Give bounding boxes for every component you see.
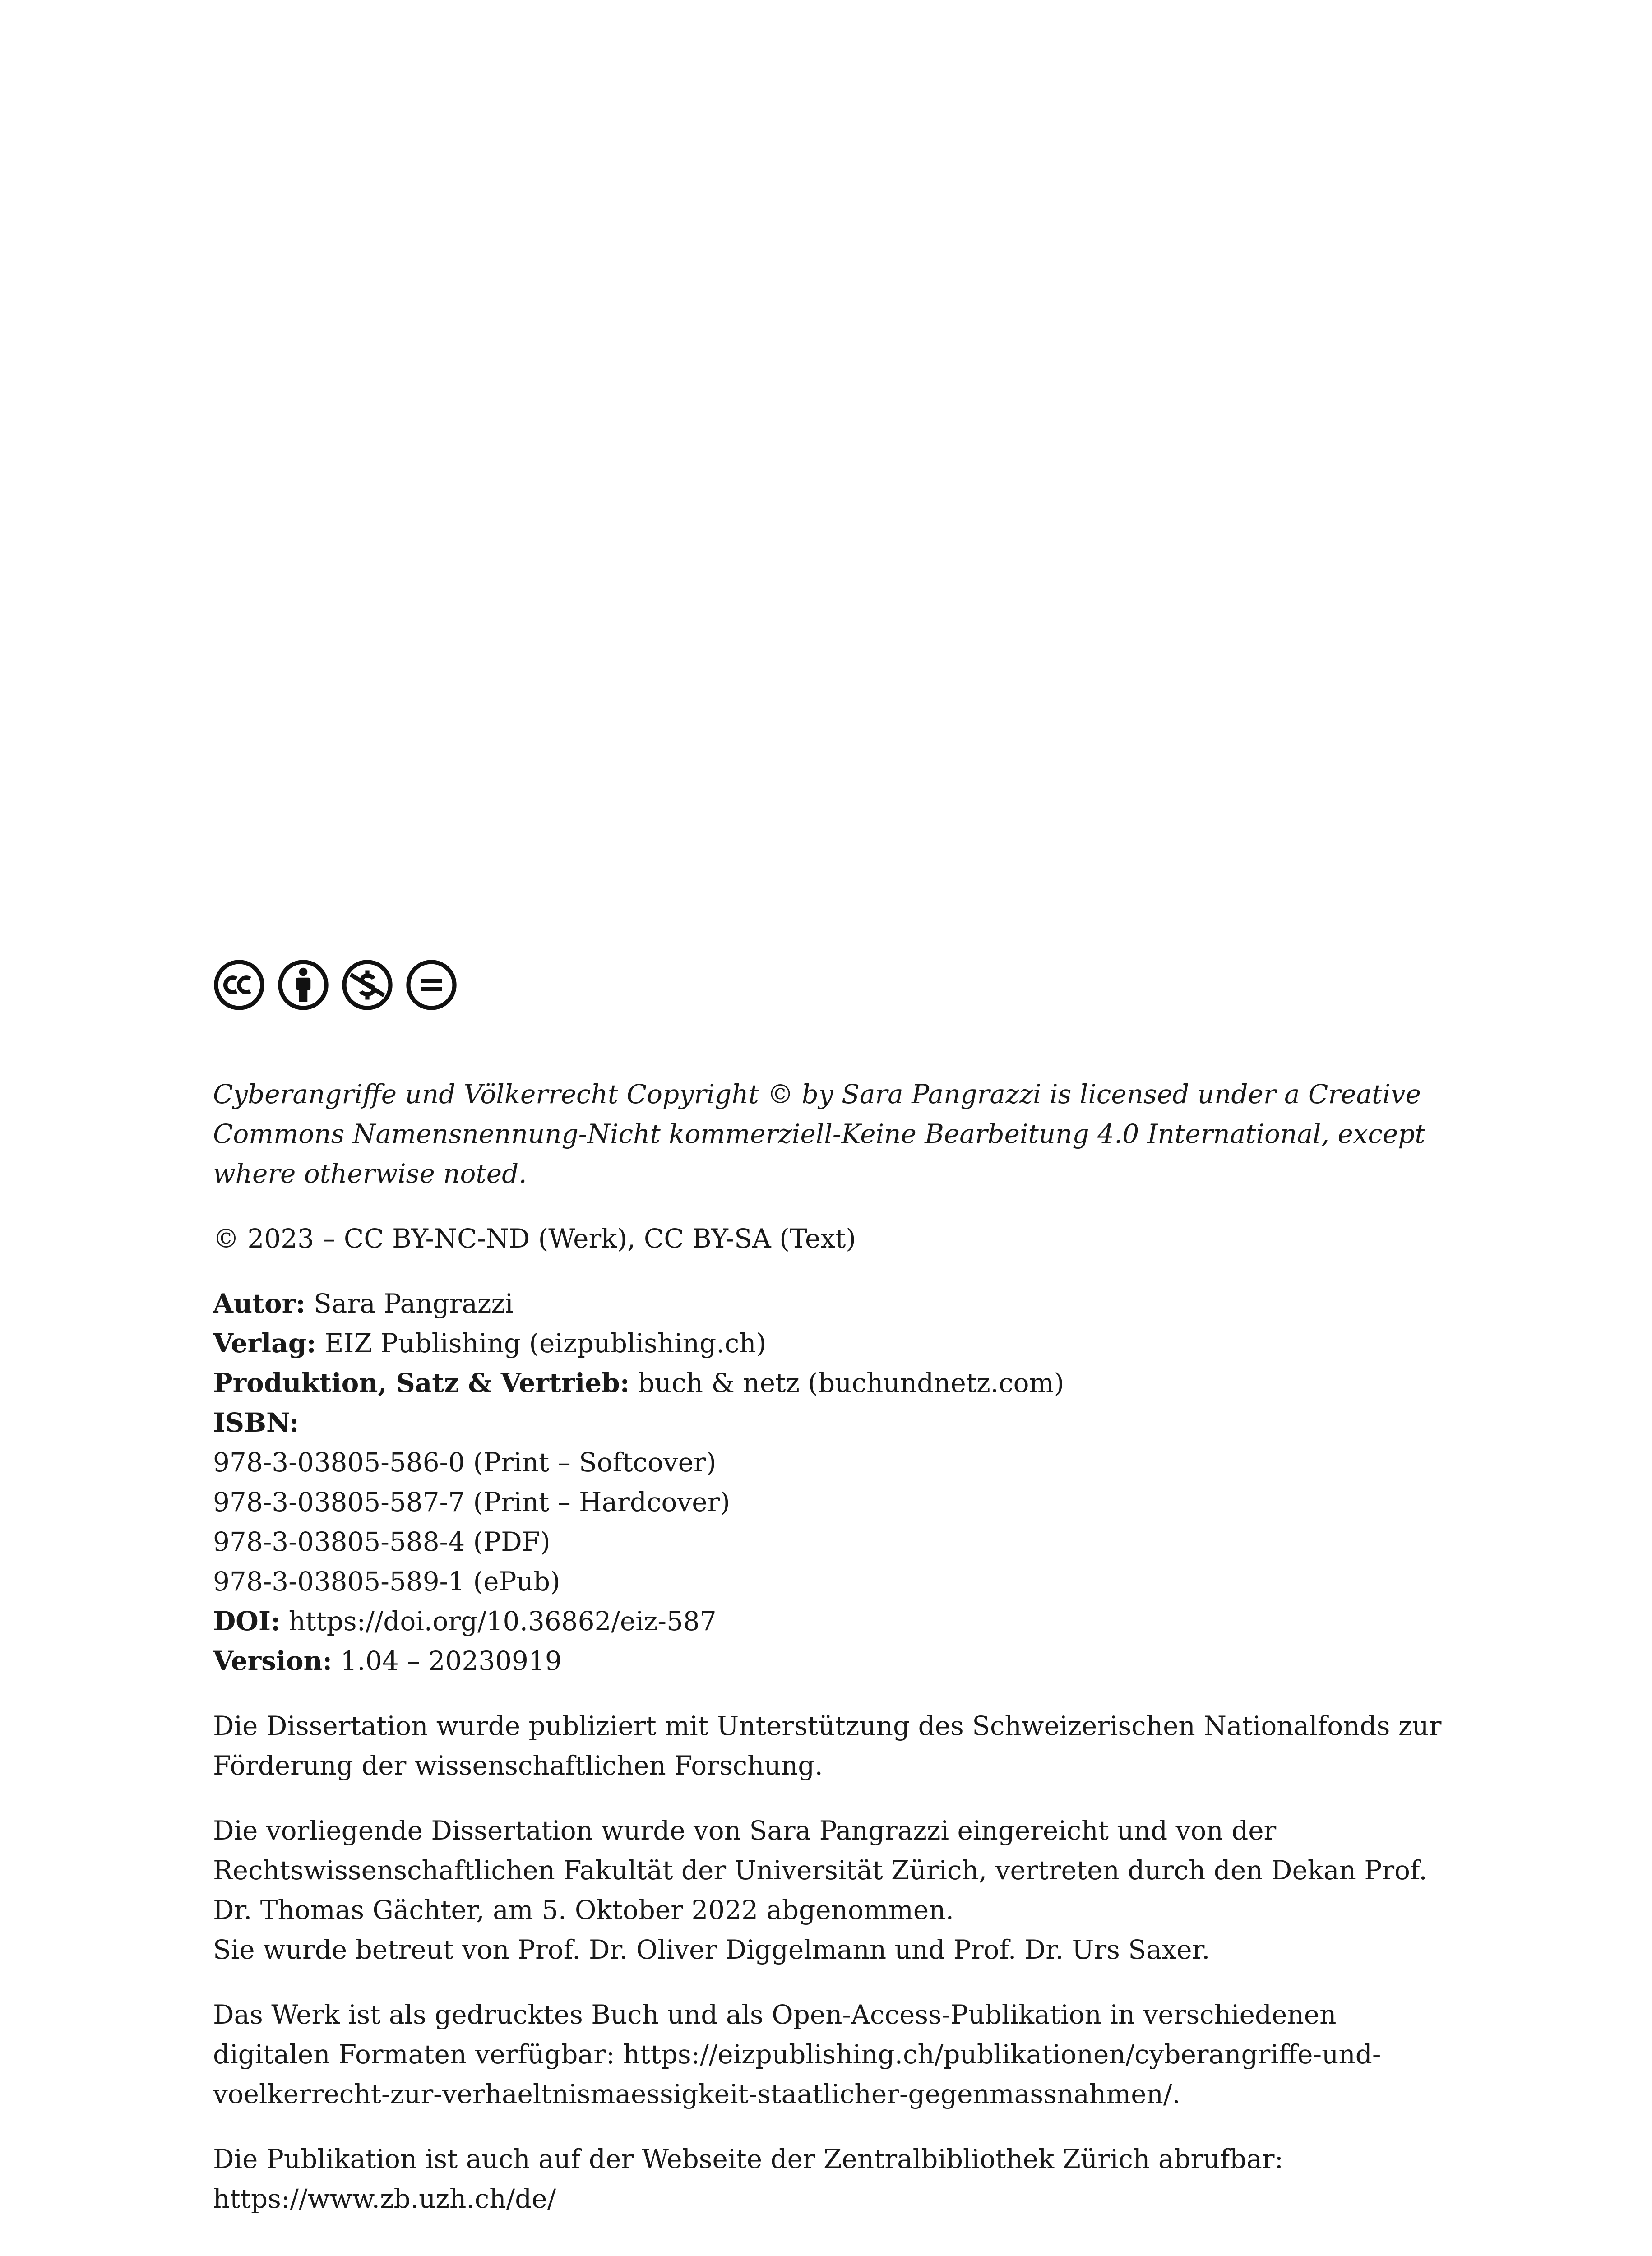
- isbn-label: ISBN:: [213, 1407, 299, 1438]
- doi-label: DOI:: [213, 1606, 281, 1637]
- license-statement: Cyberangriffe und Völkerrecht Copyright © by Sara Pangrazzi is licensed under a Creative Commons Namensnennung-Nicht kommerziell-Keine Bearbeitung 4.0 International, except where otherwise noted.: [213, 1079, 1425, 1189]
- cc-icon: [213, 959, 265, 1011]
- production-value: buch & netz (buchundnetz.com): [629, 1368, 1064, 1398]
- production-line: [213, 1363, 1458, 1403]
- isbn-hardcover: 978-3-03805-587-7 (Print – Hardcover): [213, 1487, 730, 1517]
- license-icons: [213, 959, 1458, 1011]
- availability-paragraph: Das Werk ist als gedrucktes Buch und als Open-Access-Publikation in verschiedenen digitalen Formaten verfügbar: https://eizpublishing.ch/publikationen/cyberangriffe-und-voelkerrecht-zur-verhaeltnismaessigkeit-staatlicher-gegenmassnahmen/.: [213, 1999, 1381, 2109]
- author-line: [213, 1284, 1458, 1323]
- imprint-content: [213, 959, 1458, 2244]
- funding-paragraph: Die Dissertation wurde publiziert mit Unterstützung des Schweizerischen Nationalfonds zur Förderung der wissenschaftlichen Forschung.: [213, 1710, 1442, 1781]
- isbn-epub: 978-3-03805-589-1 (ePub): [213, 1566, 560, 1597]
- version-line: [213, 1641, 1458, 1681]
- nd-icon: [405, 959, 458, 1011]
- publisher-label: Verlag:: [213, 1328, 316, 1359]
- publisher-line: [213, 1323, 1458, 1363]
- copyright-line: © 2023 – CC BY-NC-ND (Werk), CC BY-SA (Text): [213, 1223, 856, 1254]
- version-value: 1.04 – 20230919: [332, 1646, 562, 1676]
- nc-icon: [341, 959, 393, 1011]
- library-intro: Die Publikation ist auch auf der Webseite der Zentralbibliothek Zürich abrufbar:: [213, 2144, 1284, 2174]
- doi-line: [213, 1601, 1458, 1641]
- library-paragraph: [213, 2139, 1458, 2219]
- version-label: Version:: [213, 1646, 333, 1676]
- author-value: Sara Pangrazzi: [305, 1288, 514, 1319]
- library-url: https://www.zb.uzh.ch/de/: [213, 2183, 556, 2214]
- publisher-value: EIZ Publishing (eizpublishing.ch): [316, 1328, 767, 1359]
- production-label: Produktion, Satz & Vertrieb:: [213, 1368, 630, 1398]
- author-label: Autor:: [213, 1288, 305, 1319]
- acceptance-text: Die vorliegende Dissertation wurde von Sara Pangrazzi eingereicht und von der Rechtswissenschaftlichen Fakultät der Universität Zürich, vertreten durch den Dekan Prof. Dr. Thomas Gächter, am 5. Oktober 2022 abgenommen.: [213, 1815, 1427, 1925]
- doi-value: https://doi.org/10.36862/eiz-587: [280, 1606, 717, 1637]
- supervision-text: Sie wurde betreut von Prof. Dr. Oliver Diggelmann und Prof. Dr. Urs Saxer.: [213, 1934, 1210, 1965]
- publication-metadata: [213, 1284, 1458, 1681]
- isbn-pdf: 978-3-03805-588-4 (PDF): [213, 1526, 551, 1557]
- isbn-softcover: 978-3-03805-586-0 (Print – Softcover): [213, 1447, 717, 1478]
- acceptance-paragraph: [213, 1811, 1458, 1969]
- by-icon: [277, 959, 329, 1011]
